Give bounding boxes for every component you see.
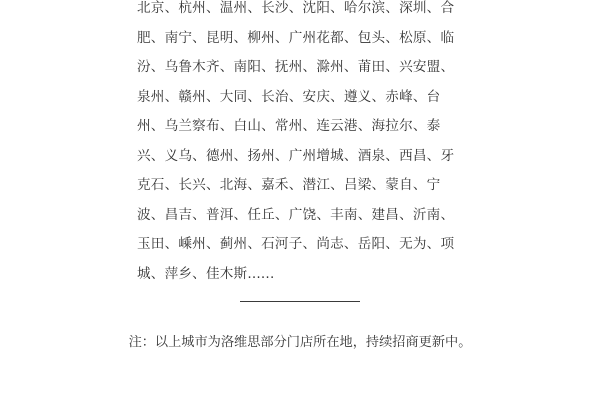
city-list-line: 兴、义乌、德州、扬州、广州增城、酒泉、西昌、牙 (137, 147, 455, 164)
divider-line (240, 301, 360, 302)
city-list (137, 0, 467, 289)
city-list-line: 波、昌吉、普洱、任丘、广饶、丰南、建昌、沂南、 (137, 206, 455, 223)
footnote: 注：以上城市为洛维思部分门店所在地，持续招商更新中。 (128, 335, 472, 350)
city-list-line: 城、萍乡、佳木斯...... (137, 265, 275, 282)
city-list-line: 克石、长兴、北海、嘉禾、潜江、吕梁、蒙自、宁 (137, 177, 441, 193)
city-list-line: 玉田、嵊州、蓟州、石河子、尚志、岳阳、无为、项 (137, 236, 455, 252)
city-list-line: 汾、乌鲁木齐、南阳、抚州、滁州、莆田、兴安盟、 (137, 59, 455, 75)
city-list-line: 泉州、赣州、大同、长治、安庆、遵义、赤峰、台 (137, 88, 441, 105)
city-list-line: 肥、南宁、昆明、柳州、广州花都、包头、松原、临 (137, 29, 455, 46)
city-list-line: 州、乌兰察布、白山、常州、连云港、海拉尔、泰 (137, 118, 441, 134)
city-list-line: 北京、杭州、温州、长沙、沈阳、哈尔滨、深圳、合 (137, 0, 455, 16)
